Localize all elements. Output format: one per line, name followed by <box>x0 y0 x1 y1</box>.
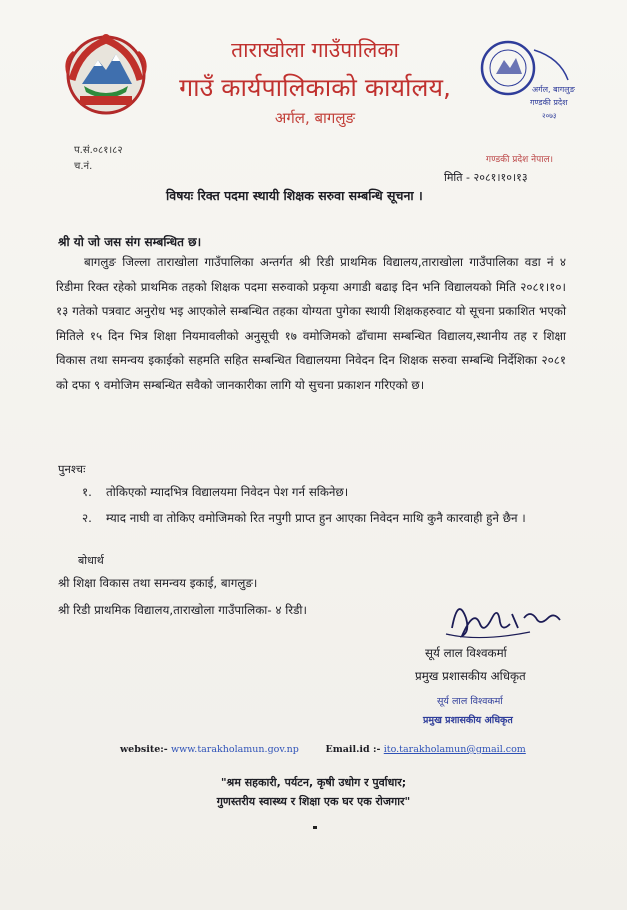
letter-number: प.सं.०८१।८२ <box>74 145 123 156</box>
province-stamp-line: गण्डकी प्रदेश नेपाल। <box>486 155 554 165</box>
svg-text:अर्गल, बागलुङ: अर्गल, बागलुङ <box>532 85 575 94</box>
office-seal-stamp <box>468 28 580 126</box>
svg-text:२०७३: २०७३ <box>542 112 557 120</box>
svg-text:गण्डकी प्रदेश: गण्डकी प्रदेश <box>530 98 568 107</box>
copy-to-label: बोधार्थ <box>78 554 104 567</box>
stamp-signatory-title: प्रमुख प्रशासकीय अधिकृत <box>423 715 513 726</box>
postscript-label: पुनश्चः <box>58 462 86 476</box>
postscript-item-number: १. <box>82 485 92 499</box>
dispatch-number: च.नं. <box>74 161 93 172</box>
cc-recipient: श्री शिक्षा विकास तथा समन्वय इकाई, बागलुङ। <box>58 576 258 590</box>
signatory-title: प्रमुख प्रशासकीय अधिकृत <box>415 669 526 683</box>
postscript-item-text: तोकिएको म्यादभित्र विद्यालयमा निवेदन पेश गर्न सकिनेछ। <box>106 485 349 499</box>
nepal-emblem-logo <box>60 30 152 120</box>
postscript-item-text: म्याद नाघी वा तोकिए वमोजिमको रित नपुगी प्राप्त हुन आएका निवेदन माथि कुनै कारवाही हुने छैन । <box>106 511 526 525</box>
contact-line <box>120 744 526 755</box>
page-mark <box>313 826 317 829</box>
cc-recipient: श्री रिडी प्राथमिक विद्यालय,ताराखोला गाउँपालिका- ४ रिडी। <box>58 603 307 617</box>
website-label: website:- <box>120 744 168 755</box>
handwritten-signature <box>440 588 570 648</box>
office-name: गाउँ कार्यपालिकाको कार्यालय, <box>179 73 451 102</box>
slogan-line: गुणस्तरीय स्वास्थ्य र शिक्षा एक घर एक रोजगार" <box>216 795 411 808</box>
email-link[interactable]: ito.tarakholamun@gmail.com <box>383 744 526 755</box>
signatory-name: सूर्य लाल विश्वकर्मा <box>425 646 507 660</box>
slogan-line: "श्रम सहकारी, पर्यटन, कृषी उधोग र पुर्वाधार; <box>220 776 407 789</box>
email-label: Email.id :- <box>325 744 381 755</box>
letter-date: मिति - २०८१।१०।१३ <box>444 171 528 184</box>
office-address: अर्गल, बागलुङ <box>274 109 356 127</box>
subject-line: विषयः रिक्त पदमा स्थायी शिक्षक सरुवा सम्बन्धि सूचना । <box>166 188 423 203</box>
salutation: श्री यो जो जस संग सम्बन्धित छ। <box>58 235 202 249</box>
postscript-item <box>82 480 572 504</box>
postscript-item-number: २. <box>82 511 92 525</box>
website-link[interactable]: www.tarakholamun.gov.np <box>171 744 299 755</box>
municipality-name: ताराखोला गाउँपालिका <box>231 38 399 62</box>
postscript-item <box>82 506 552 530</box>
notice-body: बागलुङ जिल्ला ताराखोला गाउँपालिका अन्तर्गत श्री रिडी प्राथमिक विद्यालय,ताराखोला गाउँपालिका वडा नं ४ रिडीमा रिक्त रहेको प्राथमिक तहको शिक्षक पदमा सरुवाको प्रकृया अगाडी बढाइ दिन भनि विद्यालयको मिति २०८१।१०।१३ गतेको पत्रवाट अनुरोध भइ आएकोले सम्बन्धित तहका योग्यता पुगेका स्थायी शिक्षकहरुवाट यो सूचना प्रकाशित भएको मितिले १५ दिन भित्र शिक्षा नियमावलीको अनुसूची १७ वमोजिमको ढाँचामा सम्बन्धित विद्यालय,स्थानीय तह र शिक्षा विकास तथा समन्वय इकाईको सहमति सहित सम्बन्धित विद्यालयमा निवेदन दिन शिक्षक सरुवा सम्बन्धि निर्देशिका २०८१ को दफा ९ वमोजिम सम्बन्धित सवैको जानकारीका लागि यो सुचना प्रकाशन गरिएको छ। <box>56 255 566 392</box>
stamp-signatory-name: सूर्य लाल विश्वकर्मा <box>437 696 503 707</box>
